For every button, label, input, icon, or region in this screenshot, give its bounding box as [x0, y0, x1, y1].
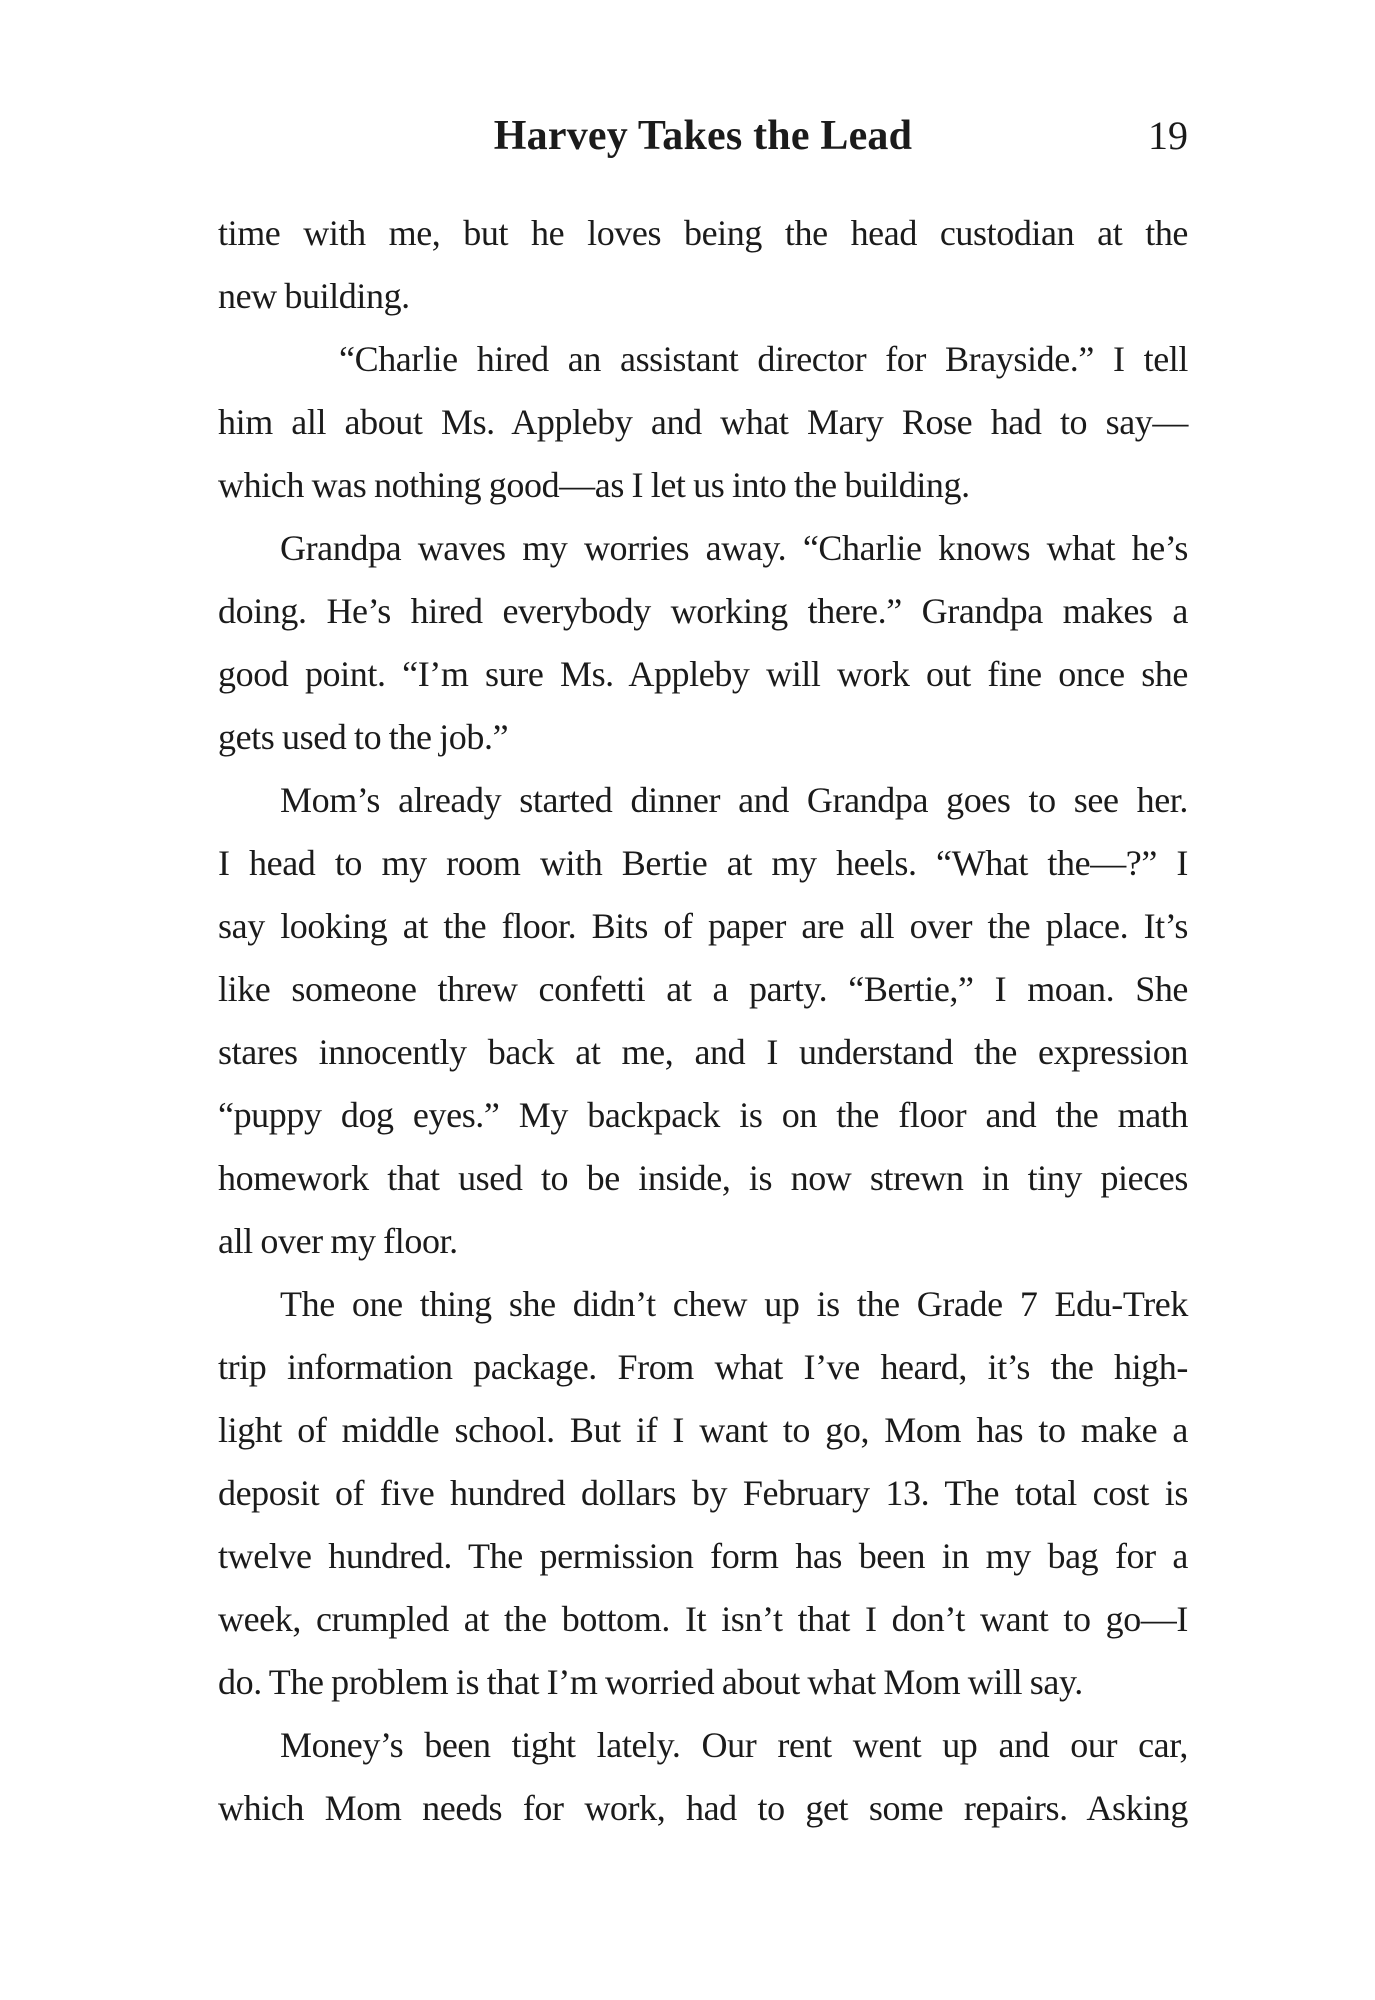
text-line: Mom’s already started dinner and Grandpa goes to see her.	[280, 780, 1188, 820]
text-line: say looking at the floor. Bits of paper are all over the place. It’s	[218, 906, 1188, 946]
page-number: 19	[1148, 113, 1188, 158]
text-line: time with me, but he loves being the head custodian at the	[218, 213, 1188, 253]
text-line: trip information package. From what I’ve heard, it’s the high-	[218, 1347, 1188, 1387]
text-line: gets used to the job.”	[218, 717, 509, 757]
text-line: him all about Ms. Appleby and what Mary Rose had to say—	[218, 402, 1188, 442]
text-line: deposit of five hundred dollars by February 13. The total cost is	[218, 1473, 1188, 1513]
body-text	[218, 202, 1188, 1840]
text-line: “Charlie hired an assistant director for Brayside.” I tell	[339, 339, 1188, 379]
text-line: Grandpa waves my worries away. “Charlie knows what he’s	[280, 528, 1188, 568]
text-line: I head to my room with Bertie at my heels. “What the—?” I	[218, 843, 1188, 883]
text-line: Money’s been tight lately. Our rent went up and our car,	[280, 1725, 1188, 1765]
text-line: all over my floor.	[218, 1221, 458, 1261]
text-line: The one thing she didn’t chew up is the Grade 7 Edu-Trek	[280, 1284, 1188, 1324]
text-line: twelve hundred. The permission form has been in my bag for a	[218, 1536, 1188, 1576]
text-line: which Mom needs for work, had to get some repairs. Asking	[218, 1788, 1188, 1828]
text-line: which was nothing good—as I let us into the building.	[218, 465, 970, 505]
text-line: like someone threw confetti at a party. “Bertie,” I moan. She	[218, 969, 1188, 1009]
text-line: week, crumpled at the bottom. It isn’t that I don’t want to go—I	[218, 1599, 1188, 1639]
text-line: doing. He’s hired everybody working there.” Grandpa makes a	[218, 591, 1188, 631]
text-line: homework that used to be inside, is now strewn in tiny pieces	[218, 1158, 1188, 1198]
chapter-title: Harvey Takes the Lead	[493, 113, 913, 159]
text-line: “puppy dog eyes.” My backpack is on the floor and the math	[218, 1095, 1188, 1135]
text-line: do. The problem is that I’m worried about what Mom will say.	[218, 1662, 1083, 1702]
text-line: new building.	[218, 276, 410, 316]
text-line: stares innocently back at me, and I understand the expression	[218, 1032, 1188, 1072]
running-header	[218, 110, 1188, 162]
text-line: good point. “I’m sure Ms. Appleby will work out fine once she	[218, 654, 1188, 694]
text-line: light of middle school. But if I want to go, Mom has to make a	[218, 1410, 1188, 1450]
